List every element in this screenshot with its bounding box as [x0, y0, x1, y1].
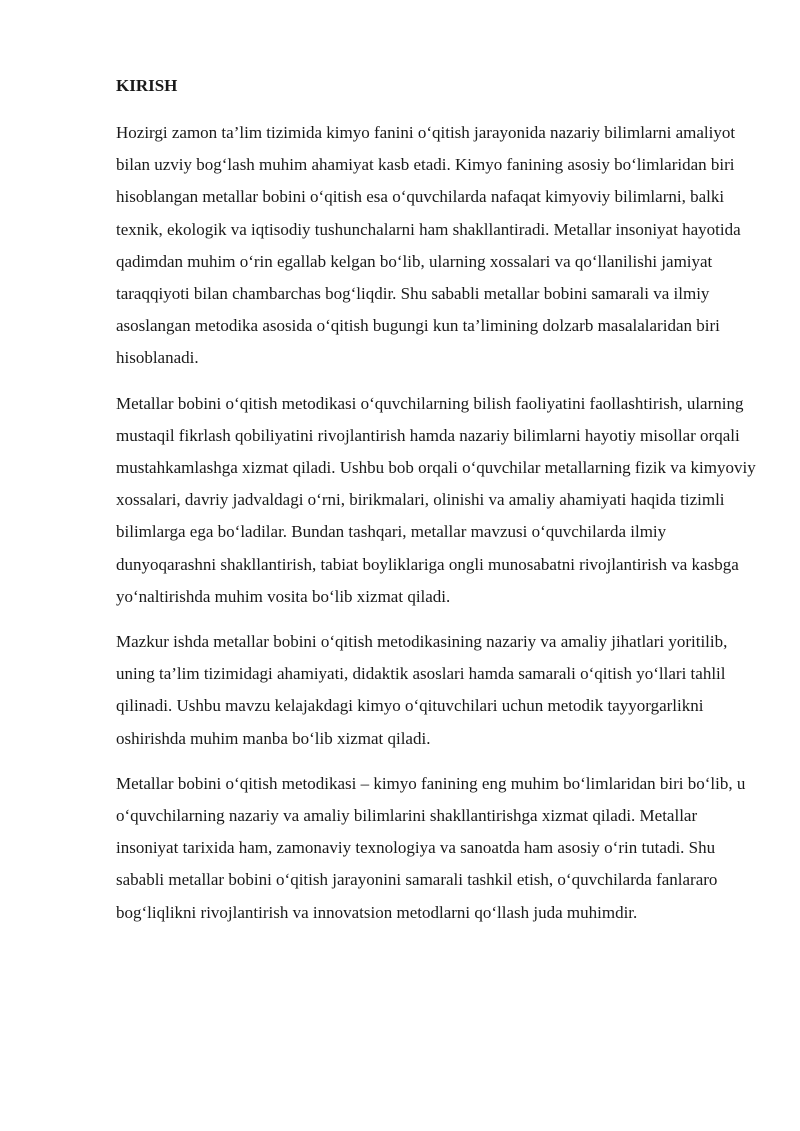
paragraph-2: Metallar bobini o‘qitish metodikasi o‘quvchilarning bilish faoliyatini faollashtirish, ularning mustaqil fikrlash qobiliyatini rivojlantirish hamda nazariy bilimlarni hayotiy misollar orqali mustahkamlashga xizmat qiladi. Ushbu bob orqali o‘quvchilar metallarning fizik va kimyoviy xossalari, davriy jadvaldagi o‘rni, birikmalari, olinishi va amaliy ahamiyati haqida tizimli bilimlarga ega bo‘ladilar. Bundan tashqari, metallar mavzusi o‘quvchilarda ilmiy dunyoqarashni shakllantirish, tabiat boyliklariga ongli munosabatni rivojlantirish va kasbga yo‘naltirishda muhim vosita bo‘lib xizmat qiladi. — [116, 393, 756, 606]
paragraph-4: Metallar bobini o‘qitish metodikasi – kimyo fanining eng muhim bo‘limlaridan biri bo‘lib, u o‘quvchilarning nazariy va amaliy bilimlarini shakllantirishga xizmat qiladi. Metallar insoniyat tarixida ham, zamonaviy texnologiya va sanoatda ham asosiy o‘rin tutadi. Shu sababli metallar bobini o‘qitish jarayonini samarali tashkil etish, o‘quvchilarda fanlararo bog‘liqlikni rivojlantirish va innovatsion metodlarni qo‘llash juda muhimdir. — [116, 773, 746, 922]
document-page — [116, 74, 756, 942]
paragraph-1: Hozirgi zamon ta’lim tizimida kimyo fanini o‘qitish jarayonida nazariy bilimlarni amaliyot bilan uzviy bog‘lash muhim ahamiyat kasb etadi. Kimyo fanining asosiy bo‘limlaridan biri hisoblangan metallar bobini o‘qitish esa o‘quvchilarda nafaqat kimyoviy bilimlarni, balki texnik, ekologik va iqtisodiy tushunchalarni ham shakllantiradi. Metallar insoniyat hayotida qadimdan muhim o‘rin egallab kelgan bo‘lib, ularning xossalari va qo‘llanilishi jamiyat taraqqiyoti bilan chambarchas bog‘liqdir. Shu sababli metallar bobini samarali va ilmiy asoslangan metodika asosida o‘qitish bugungi kun ta’limining dolzarb masalalaridan biri hisoblanadi. — [116, 123, 741, 368]
paragraph-3: Mazkur ishda metallar bobini o‘qitish metodikasining nazariy va amaliy jihatlari yoritilib, uning ta’lim tizimidagi ahamiyati, didaktik asoslari hamda samarali o‘qitish yo‘llari tahlil qilinadi. Ushbu mavzu kelajakdagi kimyo o‘qituvchilari uchun metodik tayyorgarlikni oshirishda muhim manba bo‘lib xizmat qiladi. — [116, 632, 728, 748]
section-heading: KIRISH — [116, 76, 178, 95]
